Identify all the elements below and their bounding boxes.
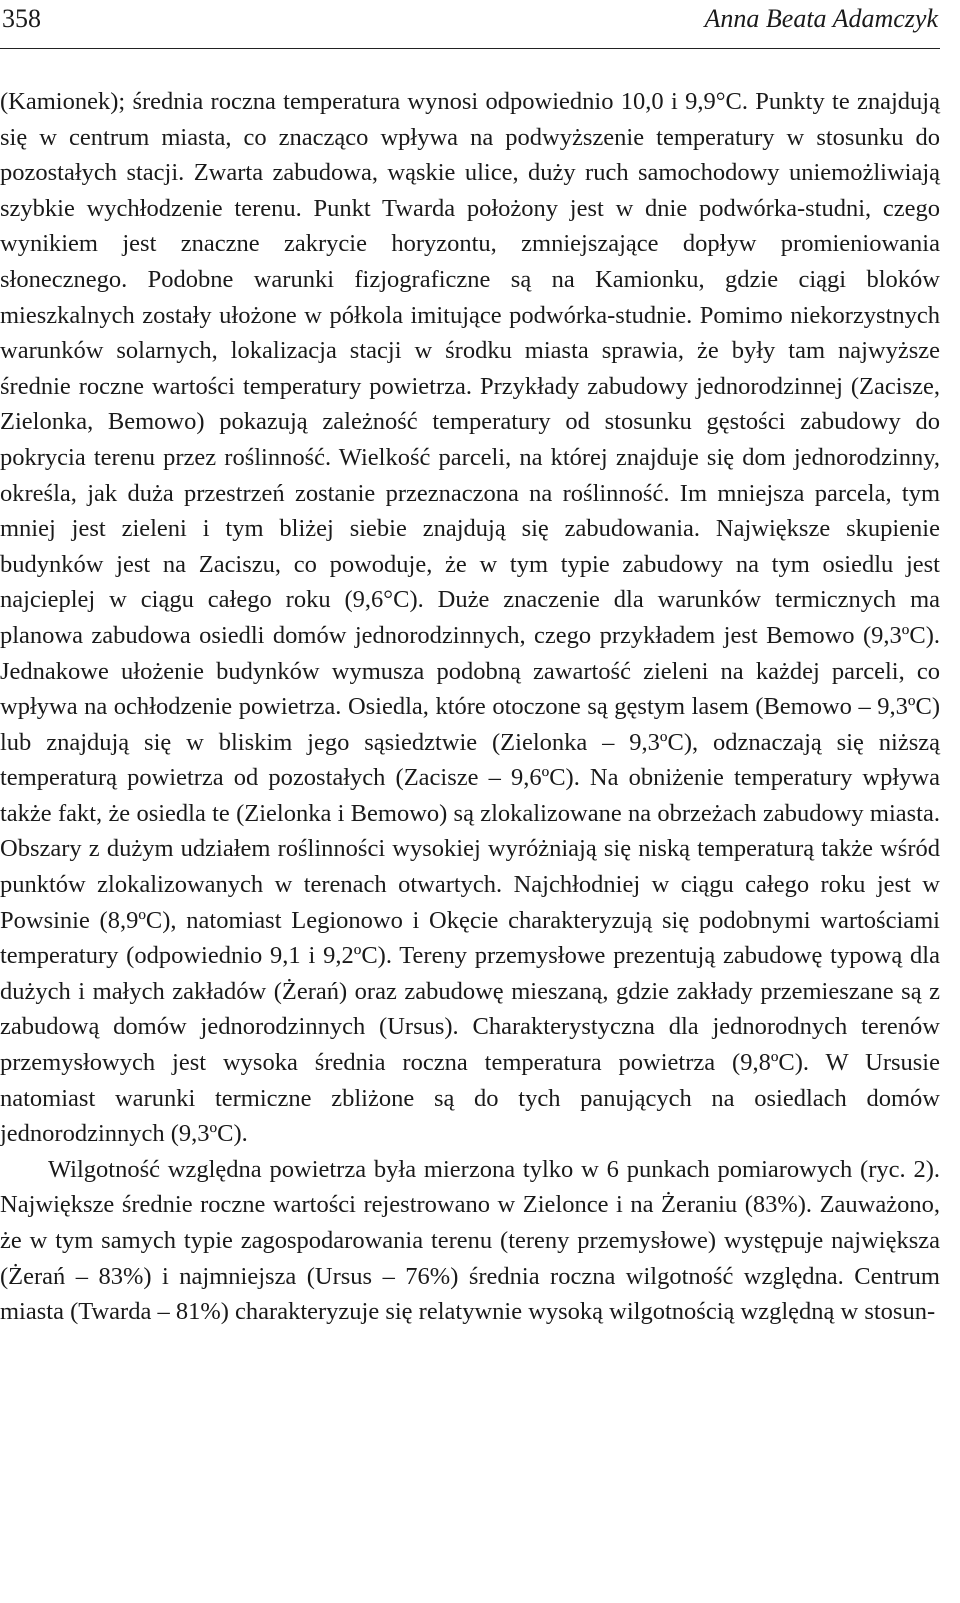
running-header-author: Anna Beata Adamczyk	[704, 4, 938, 33]
paragraph-humidity: Wilgotność względna powietrza była mierzona tylko w 6 punkach pomiarowych (ryc. 2). Największe średnie roczne wartości rejestrowano w Zielonce i na Żeraniu (83%). Zauważono, że w tym samych typie zagospodarowania terenu (tereny przemysłowe) występuje największa (Żerań – 83%) i najmniejsza (Ursus – 76%) średnia roczna wilgotność względna. Centrum miasta (Twarda – 81%) charakteryzuje się relatywnie wysoką wilgotnością względną w stosun-	[0, 1155, 940, 1326]
page-number: 358	[2, 4, 41, 33]
paragraph-temperature: (Kamionek); średnia roczna temperatura wynosi odpowiednio 10,0 i 9,9°C. Punkty te znajdują się w centrum miasta, co znacząco wpływa na podwyższenie temperatury w stosunku do pozostałych stacji. Zwarta zabudowa, wąskie ulice, duży ruch samochodowy uniemożliwiają szybkie wychłodzenie terenu. Punkt Twarda położony jest w dnie podwórka-studni, czego wynikiem jest znaczne zakrycie horyzontu, zmniejszające dopływ promieniowania słonecznego. Podobne warunki fizjograficzne są na Kamionku, gdzie ciągi bloków mieszkalnych zostały ułożone w półkola imitujące podwórka-studnie. Pomimo niekorzystnych warunków solarnych, lokalizacja stacji w środku miasta sprawia, że były tam najwyższe średnie roczne wartości temperatury powietrza. Przykłady zabudowy jednorodzinnej (Zacisze, Zielonka, Bemowo) pokazują zależność temperatury od stosunku gęstości zabudowy do pokrycia terenu przez roślinność. Wielkość parceli, na której znajduje się dom jednorodzinny, określa, jak duża przestrzeń zostanie przeznaczona na roślinność. Im mniejsza parcela, tym mniej jest zieleni i tym bliżej siebie znajdują się zabudowania. Największe skupienie budynków jest na Zaciszu, co powoduje, że w tym typie zabudowy na tym osiedlu jest najcieplej w ciągu całego roku (9,6°C). Duże znaczenie dla warunków termicznych ma planowa zabudowa osiedli domów jednorodzinnych, czego przykładem jest Bemowo (9,3ºC). Jednakowe ułożenie budynków wymusza podobną zawartość zieleni na każdej parceli, co wpływa na ochłodzenie powietrza. Osiedla, które otoczone są gęstym lasem (Bemowo – 9,3ºC) lub znajdują się w bliskim jego sąsiedztwie (Zielonka – 9,3ºC), odznaczają się niższą temperaturą powietrza od pozostałych (Zacisze – 9,6ºC). Na obniżenie temperatury wpływa także fakt, że osiedla te (Zielonka i Bemowo) są zlokalizowane na obrzeżach zabudowy miasta. Obszary z dużym udziałem roślinności wysokiej wyróżniają się niską temperaturą także wśród punktów zlokalizowanych w terenach otwartych. Najchłodniej w ciągu całego roku jest w Powsinie (8,9ºC), natomiast Legionowo i Okęcie charakteryzują się podobnymi wartościami temperatury (odpowiednio 9,1 i 9,2ºC). Tereny przemysłowe prezentują zabudowę typową dla dużych i małych zakładów (Żerań) oraz zabudowę mieszaną, gdzie zakłady przemieszane są z zabudową domów jednorodzinnych (Ursus). Charakterystyczna dla jednorodnych terenów przemysłowych jest wysoka średnia roczna temperatura powietrza (9,8ºC). W Ursusie natomiast warunki termiczne zbliżone są do tych panujących na osiedlach domów jednorodzinnych (9,3ºC).	[0, 88, 940, 1148]
running-header	[0, 0, 940, 49]
body-text	[0, 84, 940, 1330]
